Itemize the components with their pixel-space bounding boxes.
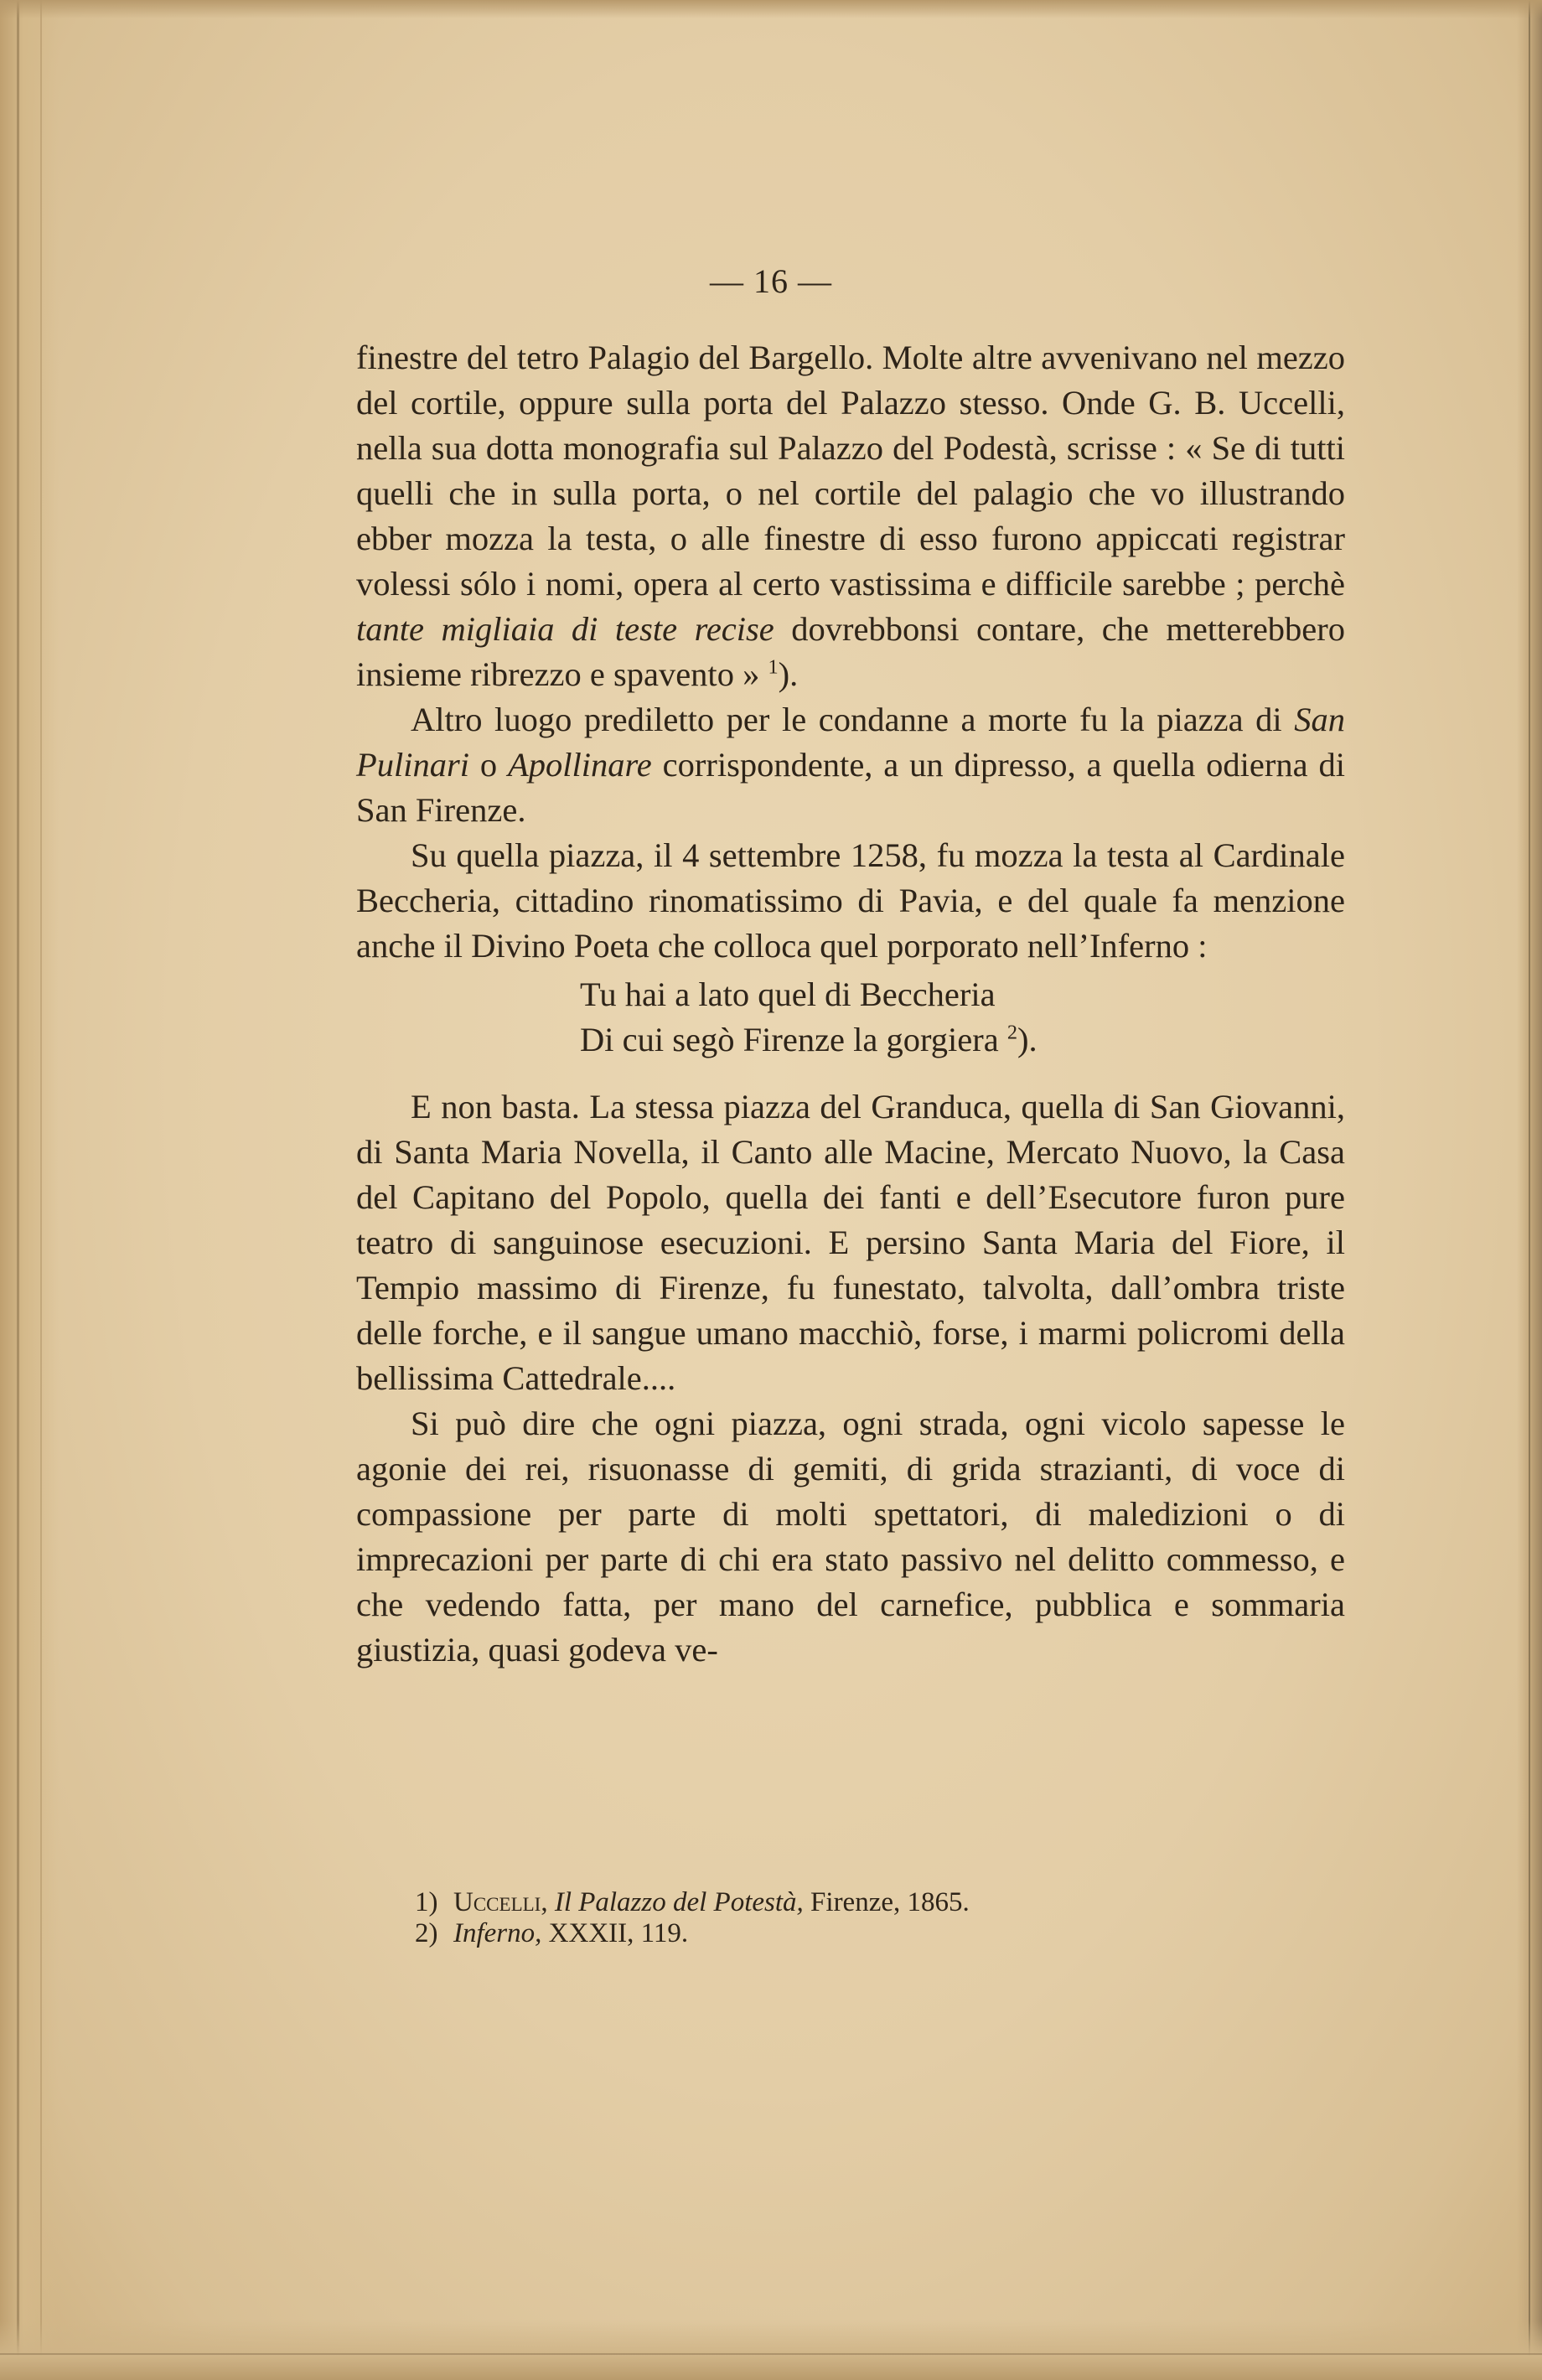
page-top-edge xyxy=(0,0,1542,18)
verse-line xyxy=(356,972,1345,1017)
text-run: o xyxy=(469,746,509,784)
footnote-mark: 2) xyxy=(415,1918,438,1948)
verse-line xyxy=(356,1017,1345,1063)
text-run: Su quella piazza, il 4 settembre 1258, fu mozza la testa al Cardinale Beccheria, cittadino rinomatissimo di Pavia, e del quale fa menzione anche il Divino Poeta che colloca quel porporato nell’Inferno : xyxy=(356,836,1345,965)
footnote-mark: 1) xyxy=(415,1887,438,1917)
verse-quotation xyxy=(356,972,1345,1063)
footnote-ref: 2 xyxy=(1006,1021,1017,1044)
footnote xyxy=(415,1918,1337,1949)
page-number: — 16 — xyxy=(710,262,832,300)
text-run: ). xyxy=(778,655,799,693)
footnote-title: Il Palazzo del Potestà, xyxy=(554,1887,804,1917)
footnotes xyxy=(415,1887,1337,1949)
verse-line-text: Di cui segò Firenze la gorgiera xyxy=(580,1021,1007,1058)
paragraph xyxy=(356,1084,1345,1401)
page-left-edge xyxy=(0,0,59,2380)
footnote xyxy=(415,1887,1337,1918)
italic-text: tante migliaia di teste recise xyxy=(356,610,774,648)
footnote-author: Uccelli, xyxy=(453,1887,548,1917)
text-run: E non basta. La stessa piazza del Granduca, quella di San Giovanni, di Santa Maria Novella, il Canto alle Macine, Mercato Nuovo, la Casa del Capitano del Popolo, quella dei fanti e dell’Esecutore furon pure teatro di sanguinose esecuzioni. E persino Santa Maria del Fiore, il Tempio massimo di Firenze, fu funestato, talvolta, dall’ombra triste delle forche, e il sangue umano macchiò, forse, i marmi policromi della bellissima Cattedrale.... xyxy=(356,1088,1345,1397)
italic-text: San Pulinari xyxy=(356,701,1345,784)
footnote-ref: 1 xyxy=(768,655,779,679)
paragraph xyxy=(356,335,1345,697)
footnote-title: Inferno, xyxy=(453,1918,542,1948)
page-bottom-edge xyxy=(0,2321,1542,2380)
text-run: dovrebbonsi contare, che metterebbero insieme ribrezzo e spavento » xyxy=(356,610,1346,693)
verse-line-text: Tu hai a lato quel di Beccheria xyxy=(580,975,996,1013)
paragraph xyxy=(356,697,1345,833)
verse-line-end: ). xyxy=(1017,1021,1037,1058)
paragraph xyxy=(356,1401,1345,1673)
paragraph xyxy=(356,833,1345,969)
text-run: Si può dire che ogni piazza, ogni strada, ogni vicolo sapesse le agonie dei rei, risuonasse di gemiti, di grida strazianti, di voce di compassione per parte di molti spettatori, di maledizioni o di imprecazioni per parte di chi era stato passivo nel delitto commesso, e che vedendo fatta, per mano del carnefice, pubblica e sommaria giustizia, quasi godeva ve- xyxy=(356,1405,1345,1669)
footnote-rest: XXXII, 119. xyxy=(541,1918,689,1948)
text-run: corrispondente, a un dipresso, a quella odierna di San Firenze. xyxy=(356,746,1345,829)
text-run: Altro luogo prediletto per le condanne a morte fu la piazza di xyxy=(411,701,1295,738)
body-text xyxy=(356,335,1345,1673)
footnote-rest: Firenze, 1865. xyxy=(803,1887,970,1917)
text-run: finestre del tetro Palagio del Bargello. Molte altre avvenivano nel mezzo del cortile, oppure sulla porta del Palazzo stesso. Onde G. B. Uccelli, nella sua dotta monografia sul Palazzo del Podestà, scrisse : « Se di tutti quelli che in sulla porta, o nel cortile del palagio che vo illustrando ebber mozza la testa, o alle finestre di esso furono appiccati registrar volessi sólo i nomi, opera al certo vastissima e difficile sarebbe ; perchè xyxy=(356,339,1345,603)
page-right-edge xyxy=(1517,0,1542,2380)
italic-text: Apollinare xyxy=(508,746,652,784)
